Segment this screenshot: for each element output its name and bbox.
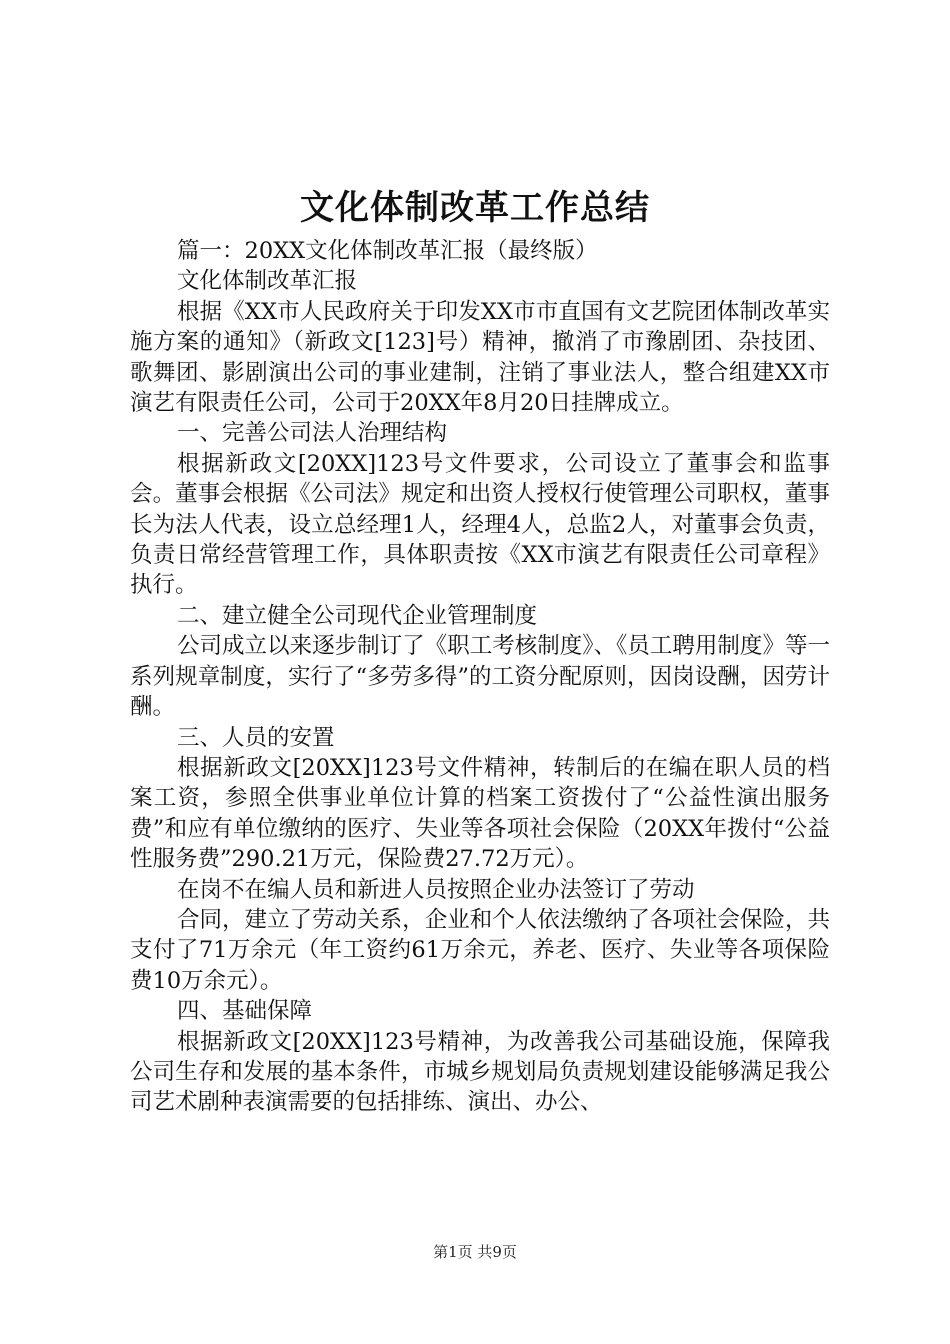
chapter-heading: 篇一：20XX文化体制改革汇报（最终版） xyxy=(177,238,598,264)
paragraph-intro: 根据《XX市人民政府关于印发XX市市直国有文艺院团体制改革实施方案的通知》（新政文[123]号）精神，撤消了市豫剧团、杂技团、歌舞团、影剧演出公司的事业建制，注销了事业法人，整合组建XX市演艺有限责任公司，公司于20XX年8月20日挂牌成立。 xyxy=(130,298,830,417)
paragraph-management: 公司成立以来逐步制订了《职工考核制度》、《员工聘用制度》等一系列规章制度，实行了“多劳多得”的工资分配原则，因岗设酬，因劳计酬。 xyxy=(130,633,830,721)
section-heading-4: 四、基础保障 xyxy=(177,998,313,1025)
report-subtitle: 文化体制改革汇报 xyxy=(177,268,358,295)
paragraph-contract-staff: 在岗不在编人员和新进人员按照企业办法签订了劳动 xyxy=(177,876,695,903)
paragraph-labor-relations: 合同，建立了劳动关系，企业和个人依法缴纳了各项社会保险，共支付了71万余元（年工资约61万余元，养老、医疗、失业等各项保险费10万余元）。 xyxy=(130,906,830,994)
paragraph-staff-placement: 根据新政文[20XX]123号文件精神，转制后的在编在职人员的档案工资，参照全供事业单位计算的档案工资拨付了“公益性演出服务费”和应有单位缴纳的医疗、失业等各项社会保险（20XX年拨付“公益性服务费”290.21万元，保险费27.72万元）。 xyxy=(130,754,830,873)
section-heading-3: 三、人员的安置 xyxy=(177,724,335,751)
document-body xyxy=(130,236,830,1118)
paragraph-infrastructure: 根据新政文[20XX]123号精神，为改善我公司基础设施，保障我公司生存和发展的基本条件，市城乡规划局负责规划建设能够满足我公司艺术剧种表演需要的包括排练、演出、办公、 xyxy=(130,1028,830,1116)
section-heading-1: 一、完善公司法人治理结构 xyxy=(177,420,448,447)
document-title: 文化体制改革工作总结 xyxy=(300,188,650,228)
page-number-footer: 第1页 共9页 xyxy=(433,1243,517,1261)
section-heading-2: 二、建立健全公司现代企业管理制度 xyxy=(177,602,538,629)
paragraph-governance: 根据新政文[20XX]123号文件要求，公司设立了董事会和监事会。董事会根据《公司法》规定和出资人授权行使管理公司职权，董事长为法人代表，设立总经理1人，经理4人，总监2人，对董事会负责，负责日常经营管理工作，具体职责按《XX市演艺有限责任公司章程》执行。 xyxy=(130,450,830,599)
